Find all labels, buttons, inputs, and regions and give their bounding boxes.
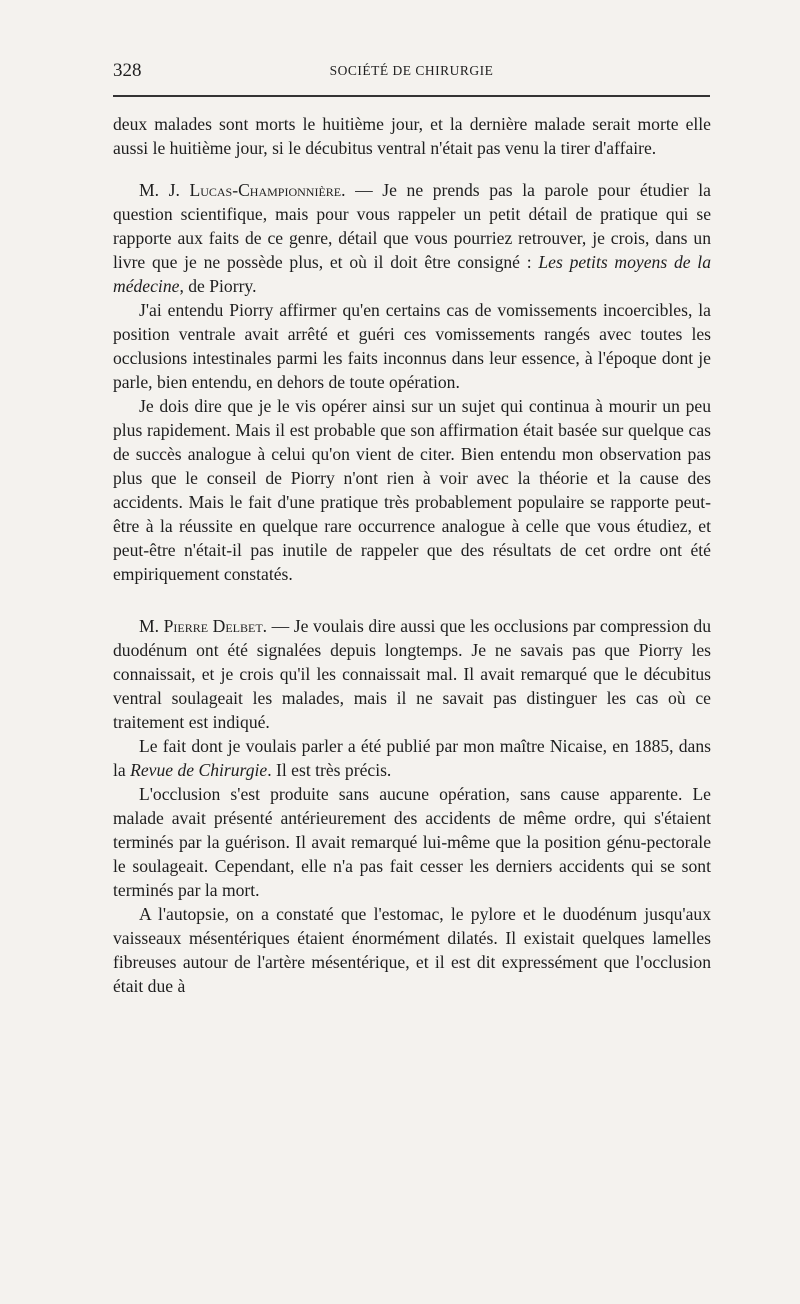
paragraph-6: Le fait dont je voulais parler a été publié par mon maître Nicaise, en 1885, dans la Revue de Chirurgie. Il est très précis. [113,736,711,780]
speaker-name: Lucas-Championnière [189,180,342,200]
paragraph-delbet: M. Pierre Delbet. — Je voulais dire aussi que les occlusions par compression du duodénum ont été signalées depuis longtemps. Je ne savais pas que Piorry les connaissait, et je crois qu'il les connaissait mal. Il avait remarqué que le décubitus ventral soulageait les malades, mais il ne savait pas distinguer les cas où ce traitement est indiqué. [113,616,711,732]
book-title: Les petits moyens de la médecine [113,252,711,296]
journal-title: Revue de Chirurgie [130,760,268,780]
running-title: SOCIÉTÉ DE CHIRURGIE [329,63,494,78]
body-text [113,112,711,998]
paragraph-1: deux malades sont morts le huitième jour, et la dernière malade serait morte elle aussi le huitième jour, si le décubitus ventral n'était pas venu la tirer d'affaire. [113,114,711,158]
paragraph-3: J'ai entendu Piorry affirmer qu'en certains cas de vomissements incoercibles, la position ventrale avait arrêté et guéri ces vomissements rangés avec toutes les occlusions intestinales parmi les faits inconnus dans leur essence, à l'époque dont je parle, bien entendu, en dehors de toute opération. [113,300,711,392]
page-header [113,60,710,84]
page-number: 328 [113,60,142,81]
speaker-name: Pierre Delbet [163,616,263,636]
paragraph-8: A l'autopsie, on a constaté que l'estomac, le pylore et le duodénum jusqu'aux vaisseaux mésentériques étaient énormément dilatés. Il existait quelques lamelles fibreuses autour de l'artère mésentérique, et il est dit expressément que l'occlusion était due à [113,904,711,996]
header-rule [113,95,710,97]
speaker-prefix: M. J. [139,180,190,200]
paragraph-7: L'occlusion s'est produite sans aucune opération, sans cause apparente. Le malade avait présenté antérieurement des accidents de même ordre, qui s'étaient terminés par la guérison. Il avait remarqué lui-même que la position génu-pectorale le soulageait. Cependant, elle n'a pas fait cesser les derniers accidents qui se sont terminés par la mort. [113,784,711,900]
speaker-prefix: M. [139,616,164,636]
paragraph-4: Je dois dire que je le vis opérer ainsi sur un sujet qui continua à mourir un peu plus rapidement. Mais il est probable que son affirmation était basée sur quelque cas de succès analogue à celui qu'on vient de citer. Bien entendu mon observation pas plus que le conseil de Piorry n'ont rien à voir avec la théorie et la cause des accidents. Mais le fait d'une pratique très probablement populaire se rapporte peut-être à la réussite en quelque rare occurrence analogue à celle que vous étudiez, et peut-être n'était-il pas inutile de rappeler que des résultats de cet ordre ont été empiriquement constatés. [113,396,711,584]
paragraph-lucas-championniere: M. J. Lucas-Championnière. — Je ne prends pas la parole pour étudier la question scientifique, mais pour vous rappeler un petit détail de pratique qui se rapporte aux faits de ce genre, détail que vous pourriez retrouver, je crois, dans un livre que je ne possède plus, et où il doit être consigné : Les petits moyens de la médecine, de Piorry. [113,180,711,296]
